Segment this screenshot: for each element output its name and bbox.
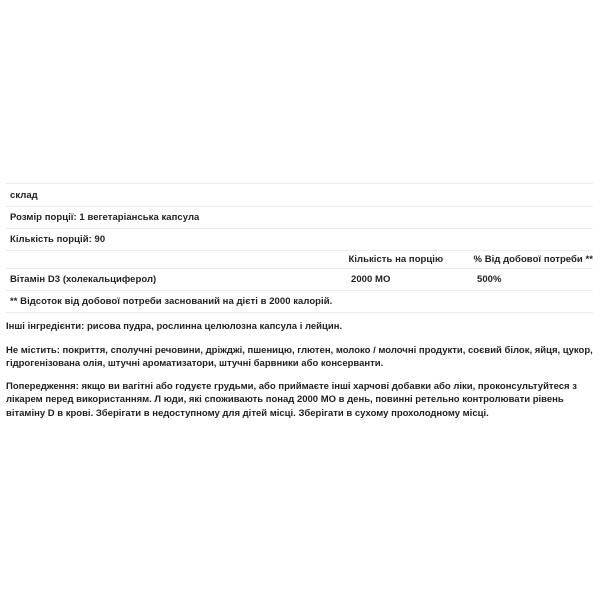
footnote-row [6,291,593,313]
table-header-row [6,251,593,269]
daily-value-footnote: ** Відсоток від добової потреби заснований на дієті в 2000 калорій. [10,296,333,307]
servings-count-row [6,229,593,251]
nutrient-name: Вітамін D3 (холекальциферол) [10,274,157,285]
column-header-daily-value: % Від добової потреби ** [473,254,593,265]
facts-title-row [6,184,593,207]
serving-size: Розмір порції: 1 вегетаріанська капсула [10,212,200,223]
servings-per-container: Кількість порцій: 90 [10,234,106,245]
nutrient-amount: 2000 МО [351,274,391,285]
supplement-facts-table [6,183,593,313]
column-header-amount: Кількість на порцію [348,254,444,265]
facts-title: склад [10,189,38,201]
nutrient-daily-value: 500% [477,274,502,285]
other-ingredients: Інші інгредієнти: рисова пудра, рослинна целюлозна капсула і лейцин. [6,321,343,332]
warning-statement: Попередження: якщо ви вагітні або годуєте грудьми, або приймаєте інші харчові добавки або ліки, проконсультуйтеся з лікарем перед використанням. Л юди, які споживають понад 2000 МО в день, повинні ретельно контролювати рівень вітаміну D в крові. Зберігати в недоступному для дітей місці. Зберігати в сухому прохолодному місці. [6,380,577,419]
serving-size-row [6,207,593,229]
table-row [6,269,593,291]
free-of-statement: Не містить: покриття, сполучні речовини, дріжджі, пшеницю, глютен, молоко / молочні продукти, соєвий білок, яйця, цукор, гідрогенізована олія, штучні ароматизатори, штучні барвники або консерванти. [6,344,593,369]
product-notes [6,320,596,430]
